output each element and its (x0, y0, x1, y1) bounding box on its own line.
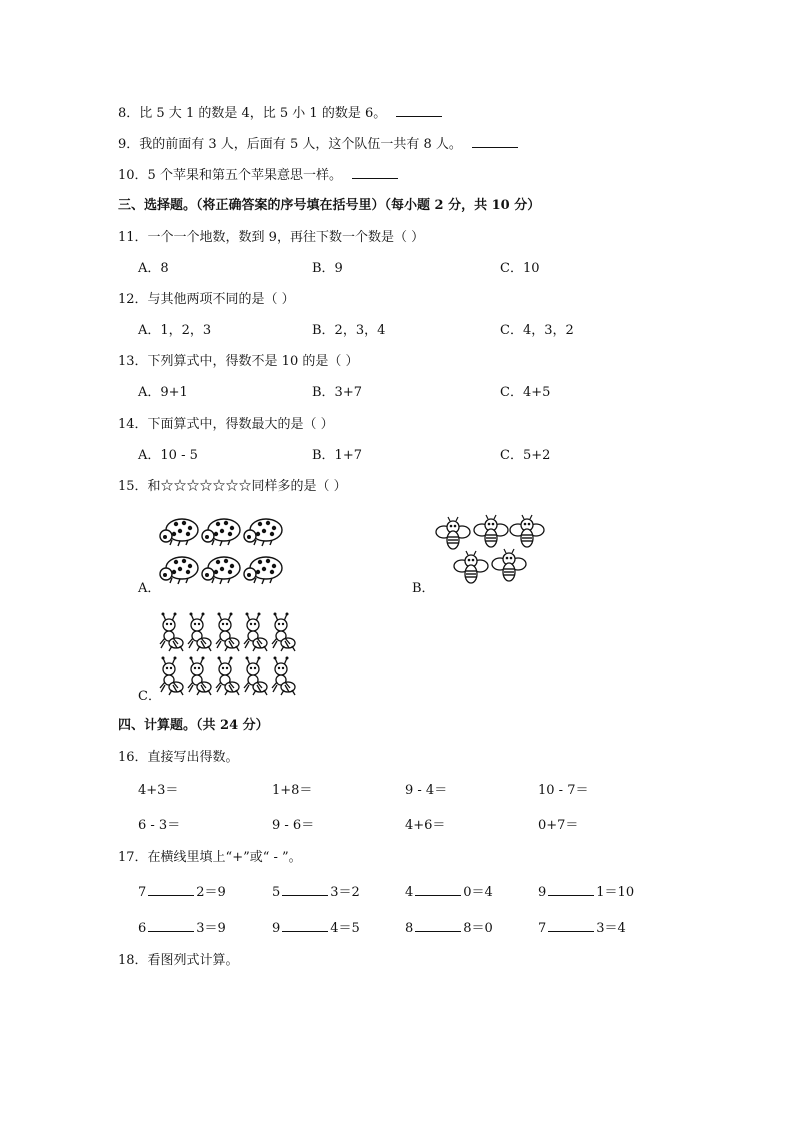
question-11: 11．一个一个地数，数到 9，再往下数一个数是（ ） (118, 230, 425, 245)
bee-icon (454, 551, 488, 583)
ladybug-icon (160, 519, 198, 546)
ladybug-icon (202, 519, 240, 546)
calc-item: 4+3＝ (138, 783, 179, 798)
operator-blank[interactable] (548, 919, 594, 932)
question-18: 18．看图列式计算。 (118, 953, 239, 968)
option-b[interactable]: B．9 (312, 261, 343, 276)
fill-item: 9 1＝10 (538, 885, 635, 900)
bee-icon (510, 515, 544, 547)
ladybug-icon (244, 557, 282, 584)
option-b[interactable]: B．3+7 (312, 385, 362, 400)
question-10: 10．5 个苹果和第五个苹果意思一样。 (118, 166, 398, 185)
operator-blank[interactable] (148, 919, 194, 932)
calc-item: 10 - 7＝ (538, 783, 589, 798)
ladybug-icon (160, 557, 198, 584)
bee-icon (492, 549, 526, 581)
ant-icon (188, 657, 211, 696)
ladybug-icon (244, 519, 282, 546)
option-c[interactable]: C．4，3，2 (500, 323, 574, 338)
bee-icon (436, 517, 470, 549)
question-12: 12．与其他两项不同的是（ ） (118, 292, 295, 307)
operator-blank[interactable] (415, 883, 461, 896)
calc-item: 6 - 3＝ (138, 818, 181, 833)
bee-icon (474, 515, 508, 547)
bee-icon (436, 514, 548, 592)
option-a[interactable]: A． (138, 581, 161, 596)
operator-blank[interactable] (548, 883, 594, 896)
option-a[interactable]: A．8 (138, 261, 169, 276)
calc-item: 1+8＝ (272, 783, 313, 798)
option-c[interactable]: C．5+2 (500, 448, 551, 463)
ant-icon (216, 657, 239, 696)
operator-blank[interactable] (415, 919, 461, 932)
section-3-heading: 三、选择题。（将正确答案的序号填在括号里）（每小题 2 分，共 10 分） (118, 198, 541, 213)
calc-item: 9 - 4＝ (405, 783, 448, 798)
fill-item: 4 0＝4 (405, 885, 493, 900)
option-c[interactable]: C．4+5 (500, 385, 551, 400)
option-a[interactable]: A．1，2，3 (138, 323, 212, 338)
ant-icon (272, 613, 295, 652)
ant-icon (160, 657, 183, 696)
ant-icon (272, 657, 295, 696)
option-b[interactable]: B．1+7 (312, 448, 362, 463)
ant-icon (160, 613, 183, 652)
option-b[interactable]: B． (412, 581, 435, 596)
ant-icon (244, 657, 267, 696)
fill-item: 7 2＝9 (138, 885, 226, 900)
ant-icon (216, 613, 239, 652)
answer-blank[interactable] (396, 104, 442, 117)
option-c[interactable]: C． (138, 689, 161, 704)
option-a[interactable]: A．10 - 5 (138, 448, 198, 463)
fill-item: 9 4＝5 (272, 921, 360, 936)
option-b[interactable]: B．2，3，4 (312, 323, 386, 338)
question-17: 17．在横线里填上“+”或“ - ”。 (118, 850, 302, 865)
calc-item: 4+6＝ (405, 818, 446, 833)
question-15: 15．和☆☆☆☆☆☆☆同样多的是（ ） (118, 479, 347, 494)
question-8: 8．比 5 大 1 的数是 4，比 5 小 1 的数是 6。 (118, 104, 442, 123)
operator-blank[interactable] (282, 883, 328, 896)
fill-item: 5 3＝2 (272, 885, 360, 900)
answer-blank[interactable] (472, 135, 518, 148)
fill-item: 8 8＝0 (405, 921, 493, 936)
ladybug-icon (160, 516, 288, 592)
section-4-heading: 四、计算题。（共 24 分） (118, 718, 269, 733)
option-a[interactable]: A．9+1 (138, 385, 188, 400)
question-16: 16．直接写出得数。 (118, 750, 239, 765)
answer-blank[interactable] (352, 166, 398, 179)
operator-blank[interactable] (148, 883, 194, 896)
option-c[interactable]: C．10 (500, 261, 540, 276)
question-9: 9．我的前面有 3 人，后面有 5 人，这个队伍一共有 8 人。 (118, 135, 518, 154)
calc-item: 9 - 6＝ (272, 818, 315, 833)
ant-icon (244, 613, 267, 652)
calc-item: 0+7＝ (538, 818, 579, 833)
fill-item: 7 3＝4 (538, 921, 626, 936)
operator-blank[interactable] (282, 919, 328, 932)
question-14: 14．下面算式中，得数最大的是（ ） (118, 417, 334, 432)
fill-item: 6 3＝9 (138, 921, 226, 936)
ant-icon (188, 613, 211, 652)
ladybug-icon (202, 557, 240, 584)
question-13: 13．下列算式中，得数不是 10 的是（ ） (118, 354, 359, 369)
ant-icon (160, 612, 308, 700)
